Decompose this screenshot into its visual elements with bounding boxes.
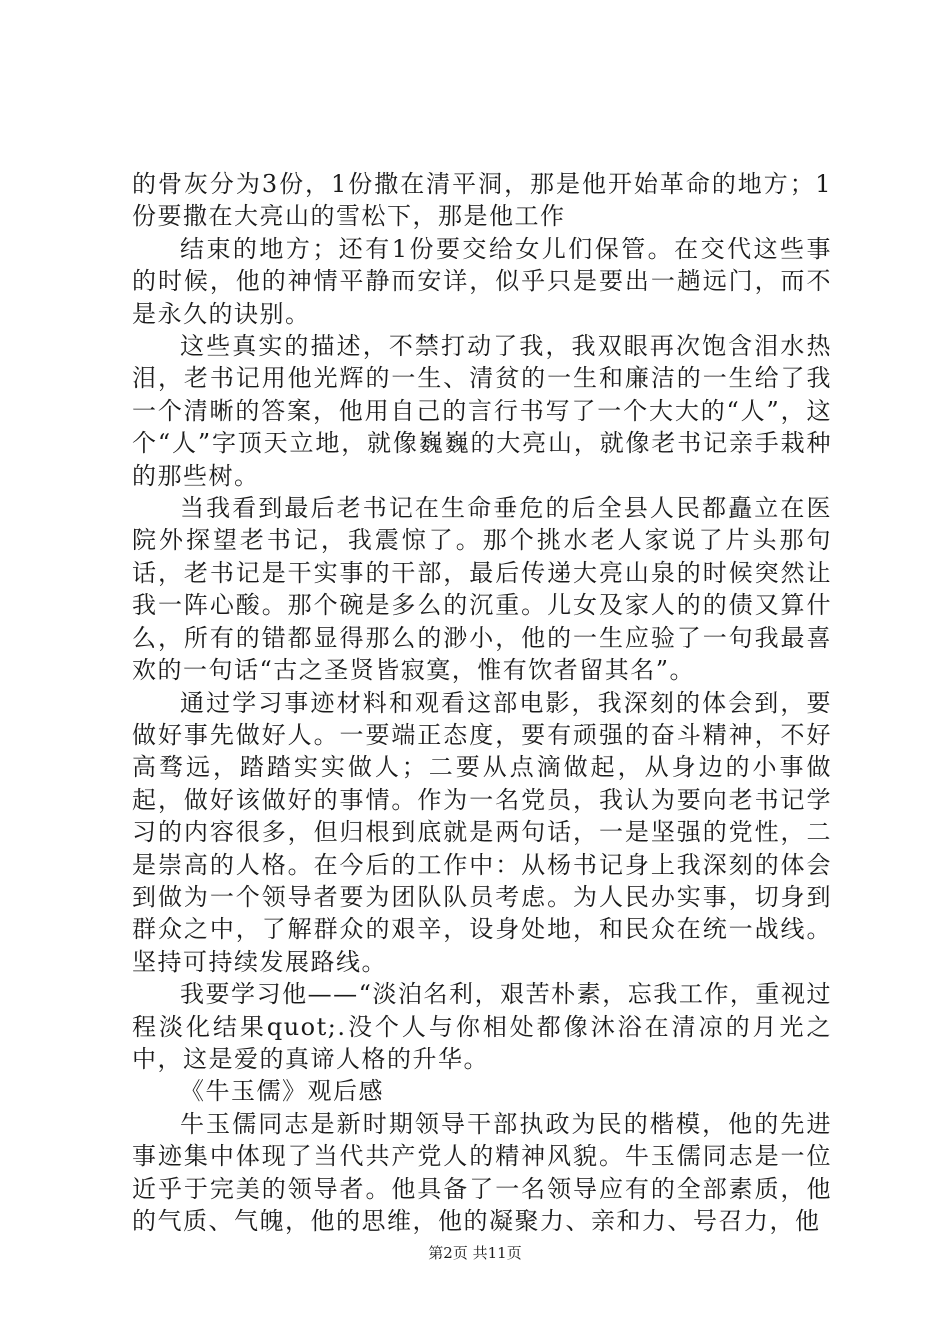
paragraph-2: 结束的地方；还有1份要交给女儿们保管。在交代这些事的时候，他的神情平静而安详，似乎只是要出一趟远门，而不是永久的诀别。 (132, 234, 832, 328)
paragraph-1: 的骨灰分为3份，1份撒在清平洞，那是他开始革命的地方；1份要撒在大亮山的雪松下，那是他工作 (132, 170, 832, 231)
section-heading: 《牛玉儒》观后感 (180, 1077, 384, 1106)
paragraph-3: 这些真实的描述，不禁打动了我，我双眼再次饱含泪水热泪，老书记用他光辉的一生、清贫的一生和廉洁的一生给了我一个清晰的答案，他用自己的言行书写了一个大大的“人”，这个“人”字顶天立地，就像巍巍的大亮山，就像老书记亲手栽种的那些树。 (132, 332, 832, 490)
paragraph-7: 牛玉儒同志是新时期领导干部执政为民的楷模，他的先进事迹集中体现了当代共产党人的精神风貌。牛玉儒同志是一位近乎于完美的领导者。他具备了一名领导应有的全部素质，他的气质、气魄，他的思维，他的凝聚力、亲和力、号召力，他 (132, 1109, 832, 1235)
paragraph-4: 当我看到最后老书记在生命垂危的后全县人民都矗立在医院外探望老书记，我震惊了。那个挑水老人家说了片头那句话，老书记是干实事的干部，最后传递大亮山泉的时候突然让我一阵心酸。那个碗是多么的沉重。儿女及家人的的债又算什么，所有的错都显得那么的渺小，他的一生应验了一句我最喜欢的一句话“古之圣贤皆寂寞，惟有饮者留其名”。 (132, 494, 832, 685)
paragraph-6: 我要学习他——“淡泊名利，艰苦朴素，忘我工作，重视过程淡化结果quot;.没个人与你相处都像沐浴在清凉的月光之中，这是爱的真谛人格的升华。 (132, 980, 832, 1073)
paragraph-5: 通过学习事迹材料和观看这部电影，我深刻的体会到，要做好事先做好人。一要端正态度，要有顽强的奋斗精神，不好高骛远，踏踏实实做人；二要从点滴做起，从身边的小事做起，做好该做好的事情。作为一名党员，我认为要向老书记学习的内容很多，但归根到底就是两句话，一是坚强的党性，二是崇高的人格。在今后的工作中：从杨书记身上我深刻的体会到做为一个领导者要为团队队员考虑。为人民办实事，切身到群众之中，了解群众的艰辛，设身处地，和民众在统一战线。坚持可持续发展路线。 (132, 688, 832, 976)
document-body (132, 168, 832, 1237)
page-footer: 第2页 共11页 (428, 1244, 522, 1262)
